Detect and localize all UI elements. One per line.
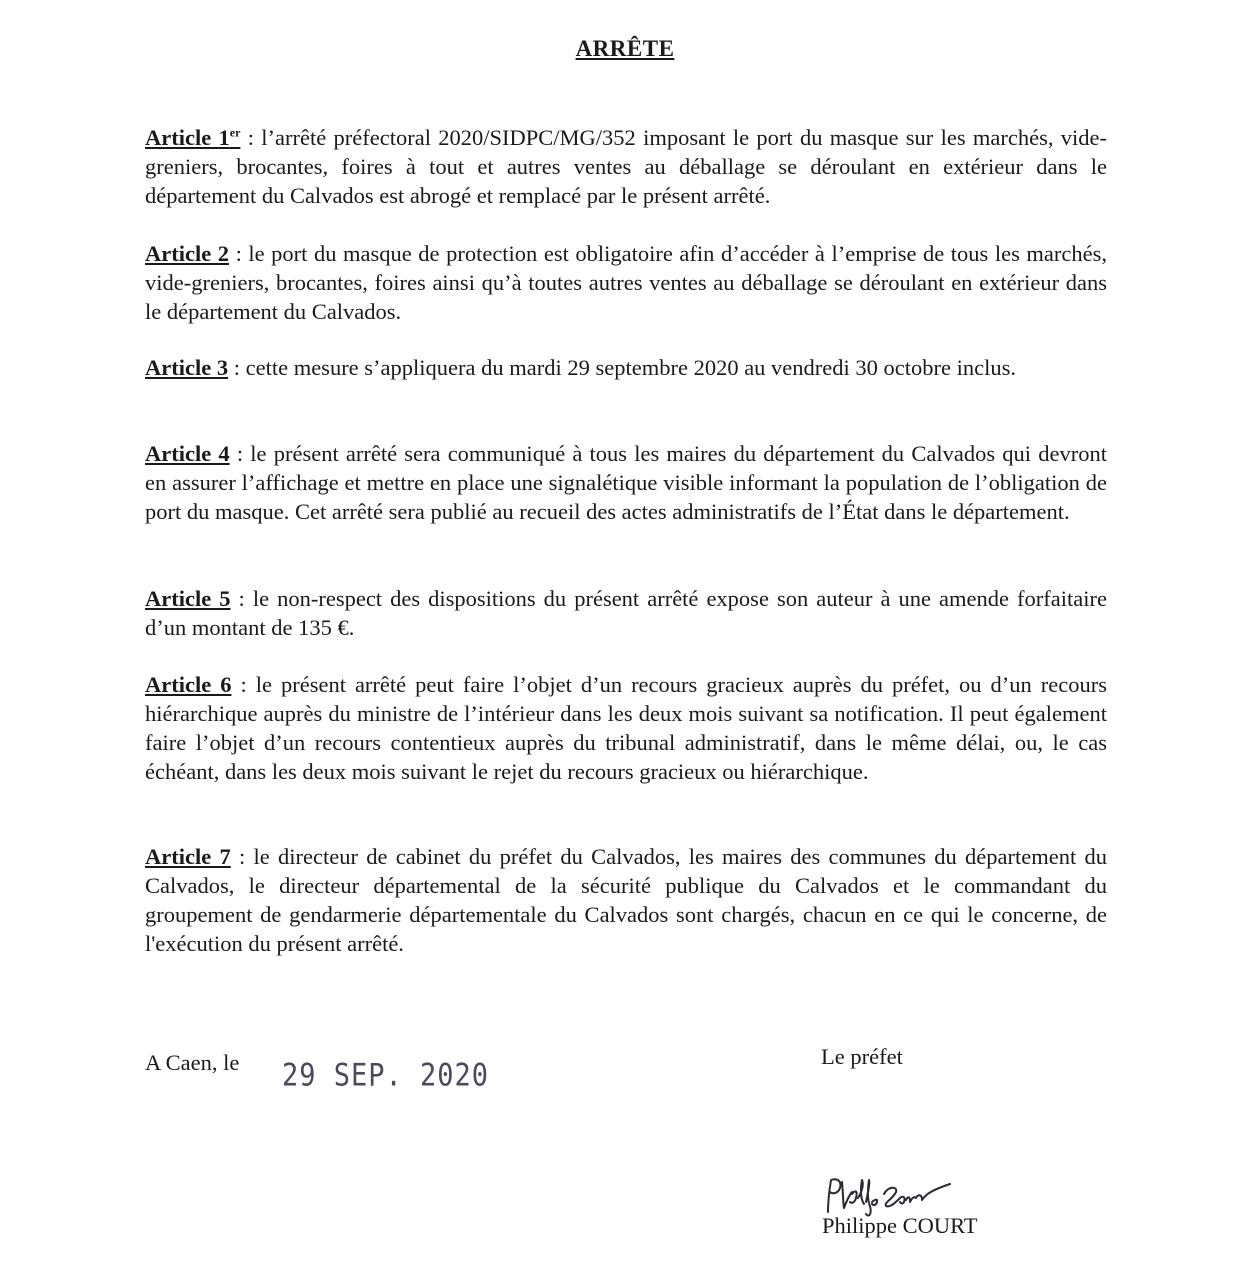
date-stamp: 29 SEP. 2020 [282,1058,490,1094]
article-5-label: Article 5 [145,586,231,611]
signing-place: A Caen, le [145,1050,240,1075]
document-title: ARRÊTE [575,36,675,61]
article-6-label: Article 6 [145,672,232,697]
article-1: Article 1er : l’arrêté préfectoral 2020/SIDPC/MG/352 imposant le port du masque sur les marchés, vide-greniers, brocantes, foires à tout et autres ventes au déballage se déroulant en extérieur dans le département du Calvados est abrogé et remplacé par le présent arrêté. [145,125,1107,208]
article-7-text: le directeur de cabinet du préfet du Calvados, les maires des communes du département du Calvados, le directeur départemental de la sécurité publique du Calvados et le commandant du groupement de gendarmerie départementale du Calvados sont chargés, chacun en ce qui le concerne, de l'exécution du présent arrêté. [145,844,1107,956]
article-3: Article 3 : cette mesure s’appliquera du mardi 29 septembre 2020 au vendredi 30 octobre inclus. [145,355,1016,380]
article-6-text: le présent arrêté peut faire l’objet d’un recours gracieux auprès du préfet, ou d’un recours hiérarchique auprès du ministre de l’intérieur dans les deux mois suivant sa notification. Il peut également faire l’objet d’un recours contentieux auprès du tribunal administratif, dans le même délai, ou, le cas échéant, dans les deux mois suivant le rejet du recours gracieux ou hiérarchique. [145,672,1107,784]
article-4-label: Article 4 [145,441,230,466]
article-3-label: Article 3 [145,355,229,380]
article-2-label: Article 2 [145,241,230,266]
article-7: Article 7 : le directeur de cabinet du préfet du Calvados, les maires des communes du département du Calvados, le directeur départemental de la sécurité publique du Calvados et le commandant du groupement de gendarmerie départementale du Calvados sont chargés, chacun en ce qui le concerne, de l'exécution du présent arrêté. [145,844,1107,956]
article-6: Article 6 : le présent arrêté peut faire l’objet d’un recours gracieux auprès du préfet, ou d’un recours hiérarchique auprès du ministre de l’intérieur dans les deux mois suivant sa notification. Il peut également faire l’objet d’un recours contentieux auprès du tribunal administratif, dans le même délai, ou, le cas échéant, dans les deux mois suivant le rejet du recours gracieux ou hiérarchique. [145,672,1107,784]
article-5-text: le non-respect des dispositions du présent arrêté expose son auteur à une amende forfaitaire d’un montant de 135 €. [145,586,1107,640]
article-4-text: le présent arrêté sera communiqué à tous les maires du département du Calvados qui devront en assurer l’affichage et mettre en place une signalétique visible informant la population de l’obligation de port du masque. Cet arrêté sera publié au recueil des actes administratifs de l’État dans le département. [145,441,1107,524]
article-3-text: cette mesure s’appliquera du mardi 29 septembre 2020 au vendredi 30 octobre inclus. [245,355,1016,380]
signer-name: Philippe COURT [822,1213,978,1238]
article-1-label: Article 1er [145,125,241,150]
prefect-label: Le préfet [821,1044,903,1069]
article-1-text: l’arrêté préfectoral 2020/SIDPC/MG/352 imposant le port du masque sur les marchés, vide-greniers, brocantes, foires à tout et autres ventes au déballage se déroulant en extérieur dans le département du Calvados est abrogé et remplacé par le présent arrêté. [145,125,1107,208]
article-4: Article 4 : le présent arrêté sera communiqué à tous les maires du département du Calvados qui devront en assurer l’affichage et mettre en place une signalétique visible informant la population de l’obligation de port du masque. Cet arrêté sera publié au recueil des actes administratifs de l’État dans le département. [145,441,1107,524]
article-2-text: le port du masque de protection est obligatoire afin d’accéder à l’emprise de tous les marchés, vide-greniers, brocantes, foires ainsi qu’à toutes autres ventes au déballage se déroulant en extérieur dans le département du Calvados. [145,241,1107,324]
article-7-label: Article 7 [145,844,231,869]
article-2: Article 2 : le port du masque de protection est obligatoire afin d’accéder à l’emprise de tous les marchés, vide-greniers, brocantes, foires ainsi qu’à toutes autres ventes au déballage se déroulant en extérieur dans le département du Calvados. [145,241,1107,324]
article-5: Article 5 : le non-respect des dispositions du présent arrêté expose son auteur à une amende forfaitaire d’un montant de 135 €. [145,586,1107,640]
